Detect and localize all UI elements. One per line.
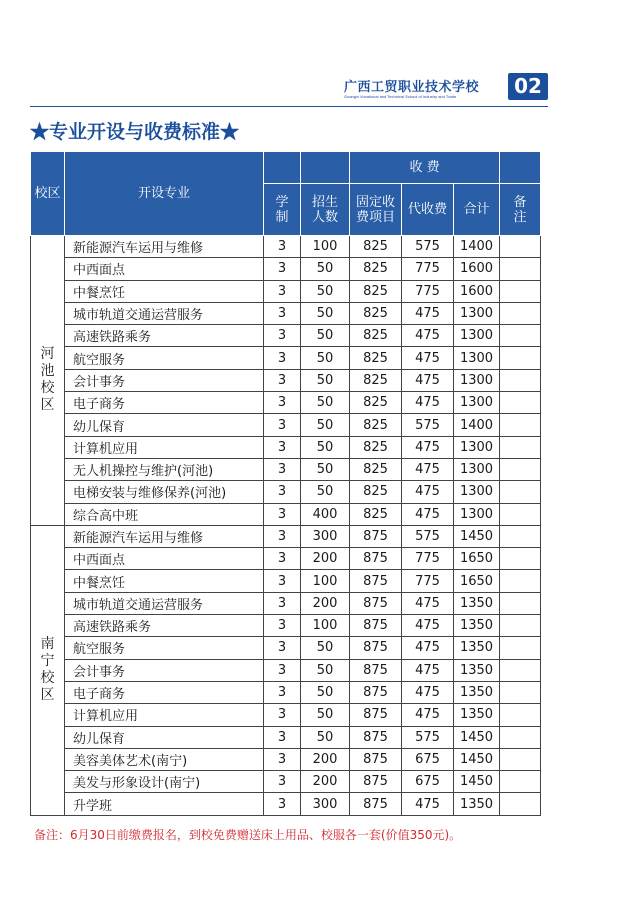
table-row (31, 458, 541, 480)
remark-cell (500, 503, 541, 525)
years-cell: 3 (264, 793, 301, 815)
footer-note: 备注：6月30日前缴费报名，到校免费赠送床上用品、校服各一套(价值350元)。 (34, 828, 462, 842)
years-cell: 3 (264, 637, 301, 659)
total-cell: 1600 (454, 280, 500, 302)
years-cell: 3 (264, 392, 301, 414)
total-cell: 1400 (454, 236, 500, 258)
campus-cell (31, 525, 65, 815)
table-row (31, 704, 541, 726)
total-cell: 1300 (454, 325, 500, 347)
table-row (31, 280, 541, 302)
fixed-fee-cell: 875 (350, 681, 402, 703)
years-cell: 3 (264, 481, 301, 503)
total-cell: 1350 (454, 592, 500, 614)
header-enroll: 招生人数 (301, 184, 350, 236)
table-row (31, 325, 541, 347)
agency-fee-cell: 475 (402, 481, 454, 503)
school-name-english: Guangxi Vocational and Technical School of Industry and Trade (344, 94, 457, 99)
fixed-fee-cell: 825 (350, 302, 402, 324)
agency-fee-cell: 475 (402, 302, 454, 324)
agency-fee-cell: 475 (402, 793, 454, 815)
enroll-cell: 100 (301, 236, 350, 258)
enroll-cell: 200 (301, 592, 350, 614)
fixed-fee-cell: 875 (350, 659, 402, 681)
total-cell: 1450 (454, 726, 500, 748)
major-cell: 升学班 (65, 793, 264, 815)
remark-cell (500, 525, 541, 547)
fixed-fee-cell: 825 (350, 392, 402, 414)
fixed-fee-cell: 825 (350, 503, 402, 525)
years-cell: 3 (264, 592, 301, 614)
header-blank-3 (500, 152, 541, 184)
total-cell: 1350 (454, 659, 500, 681)
total-cell: 1300 (454, 302, 500, 324)
enroll-cell: 200 (301, 548, 350, 570)
years-cell: 3 (264, 258, 301, 280)
remark-cell (500, 793, 541, 815)
remark-cell (500, 548, 541, 570)
campus-cell (31, 236, 65, 526)
fixed-fee-cell: 875 (350, 548, 402, 570)
total-cell: 1350 (454, 637, 500, 659)
major-cell: 美发与形象设计(南宁) (65, 771, 264, 793)
header-years: 学制 (264, 184, 301, 236)
agency-fee-cell: 675 (402, 771, 454, 793)
table-row (31, 436, 541, 458)
agency-fee-cell: 475 (402, 325, 454, 347)
major-cell: 无人机操控与维护(河池) (65, 458, 264, 480)
fixed-fee-cell: 825 (350, 325, 402, 347)
enroll-cell: 50 (301, 704, 350, 726)
fixed-fee-cell: 875 (350, 637, 402, 659)
enroll-cell: 300 (301, 525, 350, 547)
table-row (31, 392, 541, 414)
total-cell: 1650 (454, 548, 500, 570)
table-row (31, 258, 541, 280)
remark-cell (500, 681, 541, 703)
agency-fee-cell: 475 (402, 615, 454, 637)
header-divider (30, 106, 548, 107)
years-cell: 3 (264, 369, 301, 391)
agency-fee-cell: 475 (402, 369, 454, 391)
fixed-fee-cell: 825 (350, 347, 402, 369)
enroll-cell: 50 (301, 659, 350, 681)
years-cell: 3 (264, 570, 301, 592)
years-cell: 3 (264, 436, 301, 458)
page-title: ★专业开设与收费标准★ (30, 121, 240, 143)
header-blank-2 (301, 152, 350, 184)
table-row (31, 615, 541, 637)
total-cell: 1300 (454, 392, 500, 414)
remark-cell (500, 369, 541, 391)
agency-fee-cell: 775 (402, 258, 454, 280)
remark-cell (500, 347, 541, 369)
enroll-cell: 50 (301, 681, 350, 703)
agency-fee-cell: 475 (402, 659, 454, 681)
years-cell: 3 (264, 414, 301, 436)
fixed-fee-cell: 875 (350, 704, 402, 726)
major-cell: 中餐烹饪 (65, 280, 264, 302)
major-cell: 中西面点 (65, 548, 264, 570)
agency-fee-cell: 475 (402, 704, 454, 726)
years-cell: 3 (264, 325, 301, 347)
major-cell: 计算机应用 (65, 704, 264, 726)
total-cell: 1350 (454, 615, 500, 637)
fixed-fee-cell: 875 (350, 592, 402, 614)
agency-fee-cell: 475 (402, 681, 454, 703)
total-cell: 1300 (454, 369, 500, 391)
table-row (31, 236, 541, 258)
table-row (31, 481, 541, 503)
enroll-cell: 50 (301, 436, 350, 458)
years-cell: 3 (264, 615, 301, 637)
fixed-fee-cell: 825 (350, 436, 402, 458)
fixed-fee-cell: 825 (350, 458, 402, 480)
enroll-cell: 50 (301, 347, 350, 369)
table-row (31, 793, 541, 815)
enroll-cell: 50 (301, 392, 350, 414)
remark-cell (500, 637, 541, 659)
header-fee-group: 收 费 (350, 152, 500, 184)
enroll-cell: 100 (301, 615, 350, 637)
agency-fee-cell: 475 (402, 347, 454, 369)
remark-cell (500, 392, 541, 414)
total-cell: 1650 (454, 570, 500, 592)
header-major: 开设专业 (65, 152, 264, 236)
remark-cell (500, 748, 541, 770)
total-cell: 1350 (454, 681, 500, 703)
agency-fee-cell: 575 (402, 726, 454, 748)
total-cell: 1300 (454, 458, 500, 480)
header-total: 合计 (454, 184, 500, 236)
enroll-cell: 200 (301, 771, 350, 793)
years-cell: 3 (264, 302, 301, 324)
major-cell: 幼儿保育 (65, 726, 264, 748)
total-cell: 1300 (454, 436, 500, 458)
years-cell: 3 (264, 503, 301, 525)
remark-cell (500, 615, 541, 637)
page-number-badge: 02 (508, 73, 548, 100)
enroll-cell: 100 (301, 570, 350, 592)
agency-fee-cell: 575 (402, 414, 454, 436)
table-row (31, 681, 541, 703)
table-body (31, 236, 541, 816)
remark-cell (500, 280, 541, 302)
years-cell: 3 (264, 548, 301, 570)
major-cell: 中西面点 (65, 258, 264, 280)
header-fixed-fee: 固定收费项目 (350, 184, 402, 236)
major-cell: 美容美体艺术(南宁) (65, 748, 264, 770)
major-cell: 会计事务 (65, 659, 264, 681)
remark-cell (500, 659, 541, 681)
table-row (31, 592, 541, 614)
table-row (31, 347, 541, 369)
fee-table (30, 151, 541, 816)
fixed-fee-cell: 875 (350, 748, 402, 770)
header-campus: 校区 (31, 152, 65, 236)
table-row (31, 369, 541, 391)
enroll-cell: 300 (301, 793, 350, 815)
enroll-cell: 50 (301, 637, 350, 659)
remark-cell (500, 458, 541, 480)
header-agency-fee: 代收费 (402, 184, 454, 236)
years-cell: 3 (264, 659, 301, 681)
remark-cell (500, 592, 541, 614)
years-cell: 3 (264, 771, 301, 793)
enroll-cell: 50 (301, 302, 350, 324)
enroll-cell: 200 (301, 748, 350, 770)
years-cell: 3 (264, 704, 301, 726)
agency-fee-cell: 775 (402, 570, 454, 592)
table-row (31, 503, 541, 525)
remark-cell (500, 414, 541, 436)
school-name: 广西工贸职业技术学校 (344, 80, 480, 95)
agency-fee-cell: 475 (402, 592, 454, 614)
agency-fee-cell: 775 (402, 280, 454, 302)
campus-label: 南宁校区 (40, 636, 55, 704)
agency-fee-cell: 475 (402, 637, 454, 659)
remark-cell (500, 302, 541, 324)
enroll-cell: 50 (301, 481, 350, 503)
fixed-fee-cell: 825 (350, 280, 402, 302)
enroll-cell: 50 (301, 726, 350, 748)
major-cell: 会计事务 (65, 369, 264, 391)
fixed-fee-cell: 875 (350, 726, 402, 748)
remark-cell (500, 236, 541, 258)
total-cell: 1300 (454, 503, 500, 525)
major-cell: 电梯安装与维修保养(河池) (65, 481, 264, 503)
table-row (31, 771, 541, 793)
total-cell: 1350 (454, 704, 500, 726)
remark-cell (500, 258, 541, 280)
table-row (31, 548, 541, 570)
table-row (31, 302, 541, 324)
remark-cell (500, 570, 541, 592)
total-cell: 1450 (454, 525, 500, 547)
remark-cell (500, 481, 541, 503)
fixed-fee-cell: 875 (350, 771, 402, 793)
fixed-fee-cell: 875 (350, 525, 402, 547)
major-cell: 综合高中班 (65, 503, 264, 525)
fixed-fee-cell: 825 (350, 258, 402, 280)
enroll-cell: 50 (301, 280, 350, 302)
fixed-fee-cell: 875 (350, 793, 402, 815)
major-cell: 新能源汽车运用与维修 (65, 525, 264, 547)
years-cell: 3 (264, 748, 301, 770)
fixed-fee-cell: 875 (350, 570, 402, 592)
major-cell: 幼儿保育 (65, 414, 264, 436)
years-cell: 3 (264, 458, 301, 480)
fixed-fee-cell: 875 (350, 615, 402, 637)
table-row (31, 637, 541, 659)
fixed-fee-cell: 825 (350, 369, 402, 391)
table-row (31, 414, 541, 436)
enroll-cell: 50 (301, 414, 350, 436)
enroll-cell: 50 (301, 458, 350, 480)
years-cell: 3 (264, 525, 301, 547)
major-cell: 城市轨道交通运营服务 (65, 302, 264, 324)
major-cell: 计算机应用 (65, 436, 264, 458)
major-cell: 中餐烹饪 (65, 570, 264, 592)
enroll-cell: 50 (301, 369, 350, 391)
major-cell: 航空服务 (65, 637, 264, 659)
major-cell: 电子商务 (65, 392, 264, 414)
remark-cell (500, 436, 541, 458)
major-cell: 高速铁路乘务 (65, 325, 264, 347)
remark-cell (500, 704, 541, 726)
table-row (31, 659, 541, 681)
agency-fee-cell: 475 (402, 503, 454, 525)
table-row (31, 570, 541, 592)
total-cell: 1350 (454, 793, 500, 815)
enroll-cell: 50 (301, 258, 350, 280)
major-cell: 新能源汽车运用与维修 (65, 236, 264, 258)
table-row (31, 726, 541, 748)
header-remark: 备注 (500, 184, 541, 236)
major-cell: 航空服务 (65, 347, 264, 369)
years-cell: 3 (264, 236, 301, 258)
major-cell: 高速铁路乘务 (65, 615, 264, 637)
total-cell: 1300 (454, 347, 500, 369)
agency-fee-cell: 475 (402, 436, 454, 458)
agency-fee-cell: 475 (402, 392, 454, 414)
years-cell: 3 (264, 681, 301, 703)
major-cell: 电子商务 (65, 681, 264, 703)
remark-cell (500, 726, 541, 748)
total-cell: 1300 (454, 481, 500, 503)
agency-fee-cell: 675 (402, 748, 454, 770)
total-cell: 1450 (454, 771, 500, 793)
agency-fee-cell: 475 (402, 458, 454, 480)
table-row (31, 748, 541, 770)
agency-fee-cell: 575 (402, 236, 454, 258)
header-blank-1 (264, 152, 301, 184)
years-cell: 3 (264, 726, 301, 748)
years-cell: 3 (264, 280, 301, 302)
agency-fee-cell: 575 (402, 525, 454, 547)
fixed-fee-cell: 825 (350, 414, 402, 436)
fixed-fee-cell: 825 (350, 236, 402, 258)
table-row (31, 525, 541, 547)
years-cell: 3 (264, 347, 301, 369)
enroll-cell: 400 (301, 503, 350, 525)
fixed-fee-cell: 825 (350, 481, 402, 503)
campus-label: 河池校区 (40, 346, 55, 414)
enroll-cell: 50 (301, 325, 350, 347)
remark-cell (500, 771, 541, 793)
major-cell: 城市轨道交通运营服务 (65, 592, 264, 614)
total-cell: 1400 (454, 414, 500, 436)
total-cell: 1600 (454, 258, 500, 280)
total-cell: 1450 (454, 748, 500, 770)
agency-fee-cell: 775 (402, 548, 454, 570)
remark-cell (500, 325, 541, 347)
